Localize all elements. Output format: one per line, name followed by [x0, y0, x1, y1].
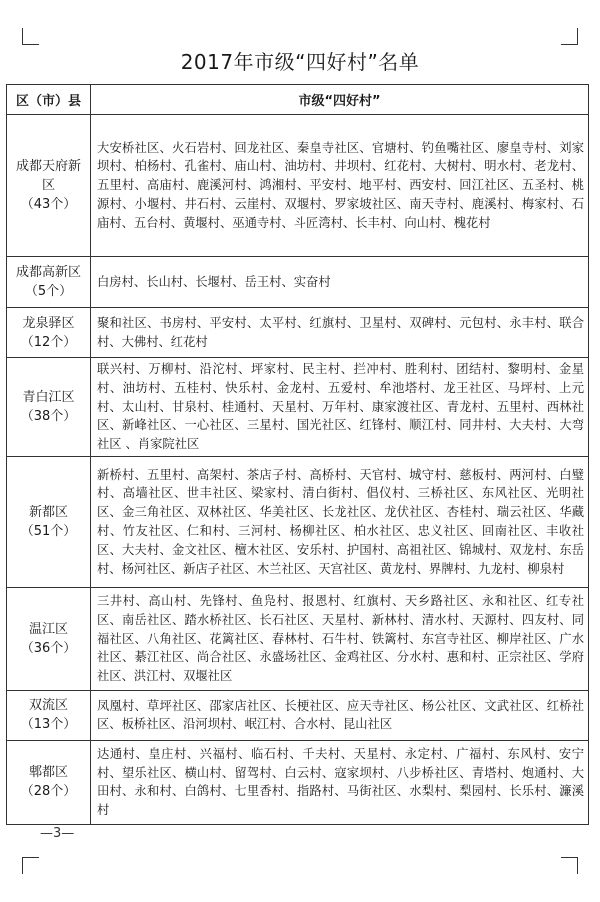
village-list: 凤凰村、草坪社区、邵家店社区、长梗社区、应天寺社区、杨公社区、文武社区、红桥社区、板桥社区、沿河坝村、岷江村、合水村、昆山社区 — [91, 690, 589, 740]
district-cell — [7, 115, 91, 257]
district-count: （12个） — [20, 334, 77, 350]
header-district: 区（市）县 — [7, 85, 91, 115]
district-count: （5个） — [24, 284, 73, 299]
district-count: （51个） — [20, 523, 77, 539]
crop-mark-top-left — [22, 28, 39, 45]
district-cell — [7, 690, 91, 740]
district-count: （38个） — [20, 408, 77, 424]
district-cell — [7, 257, 91, 308]
page-title: 2017年市级“四好村”名单 — [180, 50, 420, 74]
district-name: 郫都区 — [28, 765, 68, 781]
header-villages: 市级“四好村” — [91, 85, 589, 115]
district-name: 龙泉驿区 — [22, 315, 75, 331]
table-row — [7, 308, 589, 358]
district-cell — [7, 456, 91, 587]
district-count: （13个） — [20, 717, 77, 733]
village-list: 达通村、皇庄村、兴福村、临石村、千夫村、天星村、永定村、广福村、东风村、安宁村、望乐社区、横山村、留驾村、白云村、寇家坝村、八步桥社区、青塔村、炮通村、大田村、永和村、白鸽村、七里香村、指路村、马街社区、水梨村、梨园村、长乐村、濂溪村 — [91, 740, 589, 824]
district-name: 青白江区 — [22, 389, 75, 405]
table-row — [7, 740, 589, 824]
page-number: —3— — [40, 826, 75, 841]
table-row — [7, 456, 589, 587]
village-list: 白房村、长山村、长堰村、岳王村、实奋村 — [91, 257, 589, 308]
crop-mark-bottom-right — [561, 857, 578, 874]
table-row — [7, 358, 589, 457]
district-cell — [7, 308, 91, 358]
district-count: （28个） — [20, 784, 77, 800]
table-header-row — [7, 85, 589, 115]
district-count: （43个） — [20, 197, 77, 212]
district-name: 成都高新区 — [15, 265, 81, 280]
district-name: 温江区 — [28, 621, 68, 637]
table-row — [7, 115, 589, 257]
district-cell — [7, 587, 91, 690]
village-table — [6, 84, 589, 825]
table-row — [7, 587, 589, 690]
district-cell — [7, 740, 91, 824]
table-row — [7, 257, 589, 308]
district-name: 新都区 — [28, 504, 68, 520]
district-count: （36个） — [20, 640, 77, 656]
district-name: 成都天府新区 — [15, 159, 81, 193]
crop-mark-top-right — [561, 28, 578, 45]
village-list: 三井村、高山村、先锋村、鱼凫村、报恩村、红旗村、天乡路社区、永和社区、红专社区、南岳社区、踏水桥社区、长石社区、天星村、新林村、清水村、天源村、四友村、同福社区、八角社区、花篱社区、春林村、石牛村、铁篱村、东宫寺社区、柳岸社区、广水社区、綦江社区、尚合社区、永盛场社区、金鸡社区、分水村、惠和村、正宗社区、学府社区、洪江村、双堰社区 — [91, 587, 589, 690]
crop-mark-bottom-left — [22, 857, 39, 874]
village-list: 大安桥社区、火石岩村、回龙社区、秦皇寺社区、官塘村、钓鱼嘴社区、廖皇寺村、刘家坝村、柏杨村、孔雀村、庙山村、油坊村、井坝村、红花村、大树村、明水村、老龙村、五里村、高庙村、鹿溪河村、鸿湘村、平安村、地平村、西安村、回江社区、五圣村、桃源村、小堰村、井石村、云崖村、双堰村、罗家坡社区、南天寺村、鹿溪村、梅家村、石庙村、五台村、黄堰村、巫通寺村、斗匠湾村、长丰村、向山村、槐花村 — [91, 115, 589, 257]
district-name: 双流区 — [28, 698, 68, 714]
district-cell — [7, 358, 91, 457]
village-list: 新桥村、五里村、高架村、茶店子村、高桥村、天官村、城守村、慈板村、两河村、白璧村、高墙社区、世丰社区、梁家村、清白街村、倡仪村、三桥社区、东风社区、光明社区、金三角社区、双林社区、华美社区、长龙社区、龙伏社区、杏桂村、瑞云社区、华藏村、竹友社区、仁和村、三河村、杨柳社区、柏水社区、忠义社区、回南社区、丰收社区、大夫村、金文社区、檀木社区、安乐村、护国村、高祖社区、锦城村、双龙村、东岳村、杨河社区、新店子社区、木兰社区、天宫社区、黄龙村、界牌村、九龙村、柳泉村 — [91, 456, 589, 587]
village-list: 聚和社区、书房村、平安村、太平村、红旗村、卫星村、双碑村、元包村、永丰村、联合村、大佛村、红花村 — [91, 308, 589, 358]
table-row — [7, 690, 589, 740]
village-list: 联兴村、万柳村、沿沱村、坪家村、民主村、拦冲村、胜利村、团结村、黎明村、金星村、油坊村、五桂村、快乐村、金龙村、五爱村、牟池塔村、龙王社区、马坪村、上元村、太山村、甘泉村、桂通村、天星村、万年村、康家渡社区、青龙村、五里村、西林社区、新峰社区、一心社区、三星村、国光社区、红锋村、顺江村、同井村、大夫村、大弯社区 、肖家院社区 — [91, 358, 589, 457]
